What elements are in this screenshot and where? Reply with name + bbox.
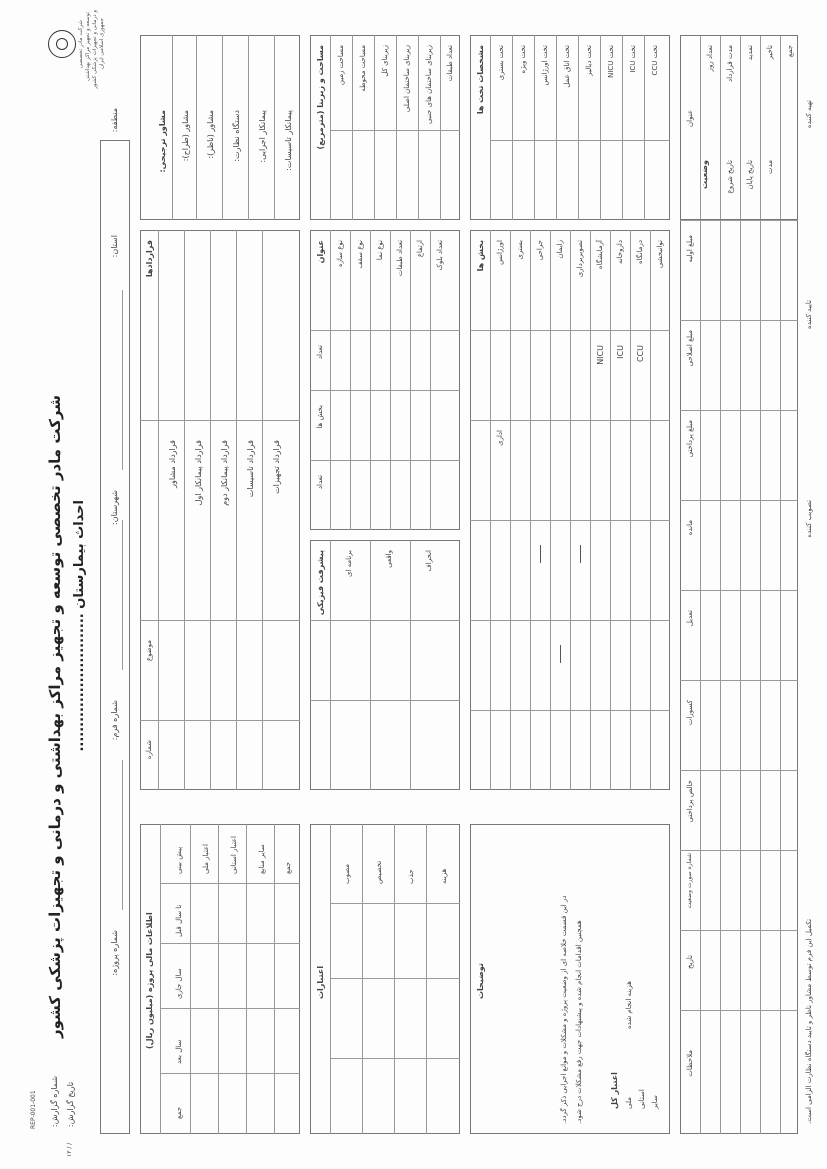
bt-extra-5: جمع (786, 45, 794, 58)
notes-box (470, 824, 670, 1134)
finance-row-2: اعتبار استانی (230, 836, 238, 874)
contracts-title: قراردادها (145, 240, 154, 278)
org-line-4: جمهوری اسلامی ایران (99, 18, 105, 70)
structure-row-6: تعداد بلوک (436, 240, 444, 271)
area-row-6: تعداد طبقات (446, 45, 454, 82)
equipment-label: دستگاه نظارت: (232, 110, 241, 162)
org-line-2: توسعه و تجهیز مراکز بهداشتی (85, 12, 91, 82)
bt-head-10: تاریخ (686, 955, 694, 969)
credits-row-2: تخصیص (375, 860, 383, 884)
icu-label-ccu: CCU (636, 345, 645, 363)
bt-head-6: تعدیل (686, 610, 694, 627)
status-label: هزینه انجام شده (625, 981, 633, 1029)
dept-row-7: داروخانه (616, 240, 624, 264)
bt-extra-4: تاخیر (766, 45, 774, 60)
notes-line-3: تکمیل این فرم توسط مشاور ناظر و تایید دستگاه نظارت الزامی است. (805, 918, 813, 1124)
finance-head-4: سال بعد (175, 1039, 183, 1064)
icu-label-nicu: NICU (596, 345, 605, 365)
beds-row-1: تخت بستری (497, 45, 505, 81)
form-number-label: شماره گزارش: (50, 1075, 59, 1127)
bt-head-7: کسورات (686, 700, 694, 726)
area-row-5: زیربنای ساختمان های جنبی (425, 45, 433, 124)
summary-box (680, 35, 798, 220)
bt-head-5: مانده (686, 520, 694, 536)
contract-col-1: موضوع (145, 640, 153, 662)
signature-3: تصویب کننده (805, 500, 813, 538)
signature-2: تایید کننده (805, 300, 813, 329)
beds-row-8: تخت CCU (651, 45, 659, 76)
contract-row-2: قرارداد پیمانکار اول (194, 440, 203, 506)
structure-col-2: بخش ها (316, 405, 324, 429)
page-title: شرکت مادر تخصصی توسعه و تجهیز مراکز بهداشتی و درمانی و تجهیزات پزشکی کشور (46, 395, 64, 1039)
finance-row-3: سایر منابع (258, 844, 266, 874)
bt-head-9: شماره صورت وضعیت (686, 853, 693, 909)
beds-row-2: تخت ویژه (519, 45, 527, 74)
finance-row-4: جمع (284, 861, 292, 874)
credits-title: اعتبارات (316, 965, 325, 999)
credits-row-1: مصوب (343, 863, 351, 884)
code-label: REP-001-001 (30, 1090, 37, 1129)
bt-head-3: مبلغ اصلاحی (686, 330, 694, 367)
dept-row-3: جراحی (536, 240, 544, 261)
dept-row-10: اداری (496, 430, 504, 446)
contract-row-1: قرارداد مشاور (168, 440, 177, 488)
bt-head-4: مبلغ پرداختی (686, 420, 694, 458)
status-row-2: استانی (638, 1089, 646, 1109)
page-subtitle: احداث بیمارستان ............................ (72, 500, 87, 752)
bt-head-11: ملاحظات (686, 1050, 694, 1077)
finance-head-3: سال جاری (175, 968, 183, 999)
signature-1: تهیه کننده (805, 100, 813, 129)
contract-col-2: شماره (145, 740, 153, 760)
beds-title: مشخصات تخت ها (476, 45, 485, 115)
progress-row-3: انحراف (425, 550, 433, 572)
contracts-box (140, 230, 300, 790)
beds-row-5: تخت دیالیز (585, 45, 593, 76)
status-row-1: ملی (625, 1097, 633, 1109)
summary-row-2: تاریخ پایان (746, 160, 754, 190)
bt-head-2: مبلغ اولیه (686, 235, 694, 263)
structure-row-2: نوع سقف (356, 240, 364, 269)
status-row-3: سایر (651, 1095, 659, 1109)
form-num-label: شماره فرم: (110, 700, 119, 741)
bt-head-1: عنوان (686, 110, 694, 127)
progress-row-1: برنامه ای (345, 550, 353, 578)
finance-head-5: جمع (175, 1106, 183, 1119)
location-bar (100, 140, 130, 1134)
province-label: استان: (110, 235, 119, 258)
progress-box (310, 540, 460, 790)
summary-row-3: مدت (766, 160, 774, 175)
notes-line-1: در این قسمت خلاصه ای از وضعیت پروژه و مشکلات و موانع اجرایی ذکر گردد. (560, 895, 568, 1124)
dept-row-6: آزمایشگاه (596, 240, 604, 270)
project-label: شماره پروژه: (110, 930, 119, 976)
area-row-3: زیربنای کل (381, 45, 389, 77)
structure-col-3: تعداد (316, 475, 324, 490)
icu-label-icu: ICU (616, 345, 625, 359)
area-row-2: مساحت محوطه (359, 45, 367, 92)
city-label: شهرستان: (110, 490, 119, 525)
summary-row-1: تاریخ شروع (726, 160, 734, 194)
dept-row-5: تصویربرداری (576, 240, 584, 278)
finance-box (140, 824, 300, 1134)
credits-box (310, 824, 460, 1134)
structure-row-4: تعداد طبقات (396, 240, 404, 277)
dept-row-1: اورژانس (496, 240, 504, 265)
finance-head-2: تا سال قبل (175, 904, 183, 937)
dept-row-4: زایمان (556, 240, 564, 259)
status-title: اعتبار کل (610, 1072, 619, 1109)
beds-row-6: تخت NICU (607, 45, 615, 78)
finance-title: اطلاعات مالی پروژه (میلیون ریال) (145, 912, 154, 1049)
dept-row-2: بستری (516, 240, 524, 260)
contract-row-4: قرارداد تاسیسات (246, 440, 255, 498)
credits-row-4: هزینه (440, 868, 448, 884)
region-label: منطقه: (110, 108, 119, 133)
progress-title: پیشرفت فیزیکی (316, 550, 325, 616)
structure-title: عنوان (316, 240, 325, 264)
report-date-value: / / ۱۳ (66, 1142, 73, 1157)
structure-row-3: نوع نما (376, 240, 384, 261)
progress-row-2: واقعی (385, 550, 393, 568)
dept-row-9: توانبخشی (656, 240, 664, 269)
area-title: مساحت و زیربنا (مترمربع) (316, 45, 325, 150)
contract-row-3: قرارداد پیمانکار دوم (220, 440, 229, 506)
contractor2-label: پیمانکار تاسیسات: (284, 110, 293, 171)
consultant-label: مشاور ترجیحی: (158, 110, 167, 173)
notes-line-2: همچنین اقدامات انجام شده و پیشنهادات جهت رفع مشکلات درج شود. (575, 920, 583, 1124)
report-date-label: تاریخ گزارش: (66, 1081, 75, 1127)
emblem-inner-icon (56, 38, 68, 50)
beds-row-4: تخت اتاق عمل (563, 45, 571, 88)
structure-row-1: نوع سازه (336, 240, 344, 268)
structure-row-5: ارتفاع (416, 240, 424, 258)
structure-col-1: تعداد (316, 345, 324, 360)
beds-row-7: تخت ICU (629, 45, 637, 73)
contract-row-5: قرارداد تجهیزات (272, 440, 281, 494)
finance-row-1: اعتبار ملی (202, 844, 210, 874)
dept-row-8: درمانگاه (636, 240, 644, 264)
bt-extra-1: تعداد روز (706, 45, 714, 72)
beds-row-3: تخت اورژانس (541, 45, 549, 86)
bt-extra-3: تمدید (746, 45, 754, 61)
org-line-3: و درمانی و تجهیزات پزشکی کشور (92, 10, 98, 89)
notes-title: توضیحات (476, 963, 485, 999)
bt-head-8: خالص پرداختی (686, 780, 694, 823)
area-row-4: زیربنای ساختمان اصلی (403, 45, 411, 113)
finance-head-1: پیش بینی (175, 846, 183, 874)
supervisor-label: مشاور (ناظر): (206, 110, 215, 159)
summary-title: وضعیت (700, 160, 709, 189)
structure-box (310, 230, 460, 530)
contractor-label: پیمانکار اجرایی: (258, 110, 267, 163)
consultant-agent-label: مشاور (طراح): (181, 110, 190, 162)
credits-row-3: جذب (407, 869, 415, 884)
area-row-1: مساحت زمین (337, 45, 345, 86)
org-line-1: شرکت مادر تخصصی (78, 20, 84, 69)
bt-extra-2: مدت قرارداد (726, 45, 734, 82)
departments-title: بخش ها (476, 240, 485, 272)
